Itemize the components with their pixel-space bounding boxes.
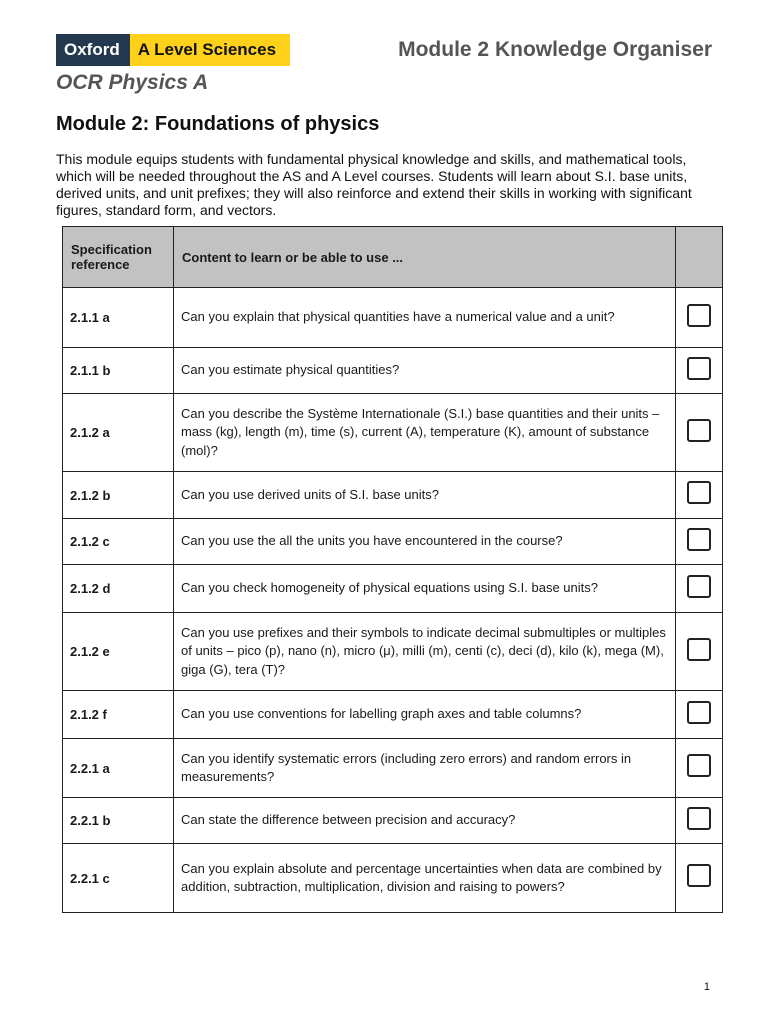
row-check-cell [676,394,723,472]
row-content: Can you use prefixes and their symbols to indicate decimal submultiples or multiples of units – pico (p), nano (n), micro (μ), milli (m), centi (c), deci (d), kilo (k), mega (M), giga (G), tera (T)? [174,613,676,691]
row-check-cell [676,565,723,613]
header-content: Content to learn or be able to use ... [174,227,676,288]
checkbox[interactable] [687,357,711,380]
row-content: Can state the difference between precision and accuracy? [174,798,676,844]
row-check-cell [676,691,723,739]
table-row [63,691,723,739]
row-reference: 2.2.1 c [63,844,174,913]
table-row [63,519,723,565]
row-content: Can you explain that physical quantities have a numerical value and a unit? [174,288,676,348]
header-check [676,227,723,288]
row-reference: 2.1.2 c [63,519,174,565]
header-reference: Specification reference [63,227,174,288]
checkbox[interactable] [687,575,711,598]
row-reference: 2.1.2 d [63,565,174,613]
row-content: Can you use conventions for labelling graph axes and table columns? [174,691,676,739]
row-content: Can you describe the Système Internationale (S.I.) base quantities and their units – mass (kg), length (m), time (s), current (A), temperature (K), amount of substance (mol)? [174,394,676,472]
row-reference: 2.1.2 e [63,613,174,691]
table-row [63,739,723,798]
row-check-cell [676,613,723,691]
row-reference: 2.1.1 a [63,288,174,348]
publisher-logo [56,34,290,66]
table-header-row [63,227,723,288]
table-row [63,394,723,472]
page-number: 1 [703,981,710,993]
row-content: Can you estimate physical quantities? [174,348,676,394]
table-row [63,288,723,348]
table-row [63,472,723,519]
table-row [63,798,723,844]
row-reference: 2.1.2 f [63,691,174,739]
specification-table [62,226,723,913]
row-reference: 2.1.1 b [63,348,174,394]
row-reference: 2.1.2 b [63,472,174,519]
table-row [63,565,723,613]
document-title: Module 2 Knowledge Organiser [398,38,712,61]
module-intro: This module equips students with fundamental physical knowledge and skills, and mathematical tools, which will be needed throughout the AS and A Level courses. Students will learn about S.I. base units, derived units, and unit prefixes; they will also reinforce and extend their skills in working with significant figures, standard form, and vectors. [56,151,692,218]
checkbox[interactable] [687,419,711,442]
table-row [63,348,723,394]
logo-oxford: Oxford [56,34,130,66]
row-reference: 2.2.1 a [63,739,174,798]
row-reference: 2.2.1 b [63,798,174,844]
row-reference: 2.1.2 a [63,394,174,472]
document-subtitle: OCR Physics A [56,71,209,94]
row-check-cell [676,519,723,565]
checkbox[interactable] [687,481,711,504]
row-check-cell [676,798,723,844]
checkbox[interactable] [687,701,711,724]
row-content: Can you identify systematic errors (including zero errors) and random errors in measurements? [174,739,676,798]
row-content: Can you check homogeneity of physical equations using S.I. base units? [174,565,676,613]
row-content: Can you use derived units of S.I. base units? [174,472,676,519]
table-row [63,613,723,691]
logo-a-level-sciences: A Level Sciences [130,34,290,66]
checkbox[interactable] [687,638,711,661]
checkbox[interactable] [687,754,711,777]
table-row [63,844,723,913]
row-content: Can you use the all the units you have encountered in the course? [174,519,676,565]
checkbox[interactable] [687,304,711,327]
row-check-cell [676,472,723,519]
row-check-cell [676,844,723,913]
checkbox[interactable] [687,528,711,551]
row-check-cell [676,739,723,798]
checkbox[interactable] [687,807,711,830]
row-check-cell [676,348,723,394]
module-heading: Module 2: Foundations of physics [56,113,380,135]
table-body [63,288,723,913]
row-check-cell [676,288,723,348]
checkbox[interactable] [687,864,711,887]
row-content: Can you explain absolute and percentage uncertainties when data are combined by addition, subtraction, multiplication, division and raising to powers? [174,844,676,913]
